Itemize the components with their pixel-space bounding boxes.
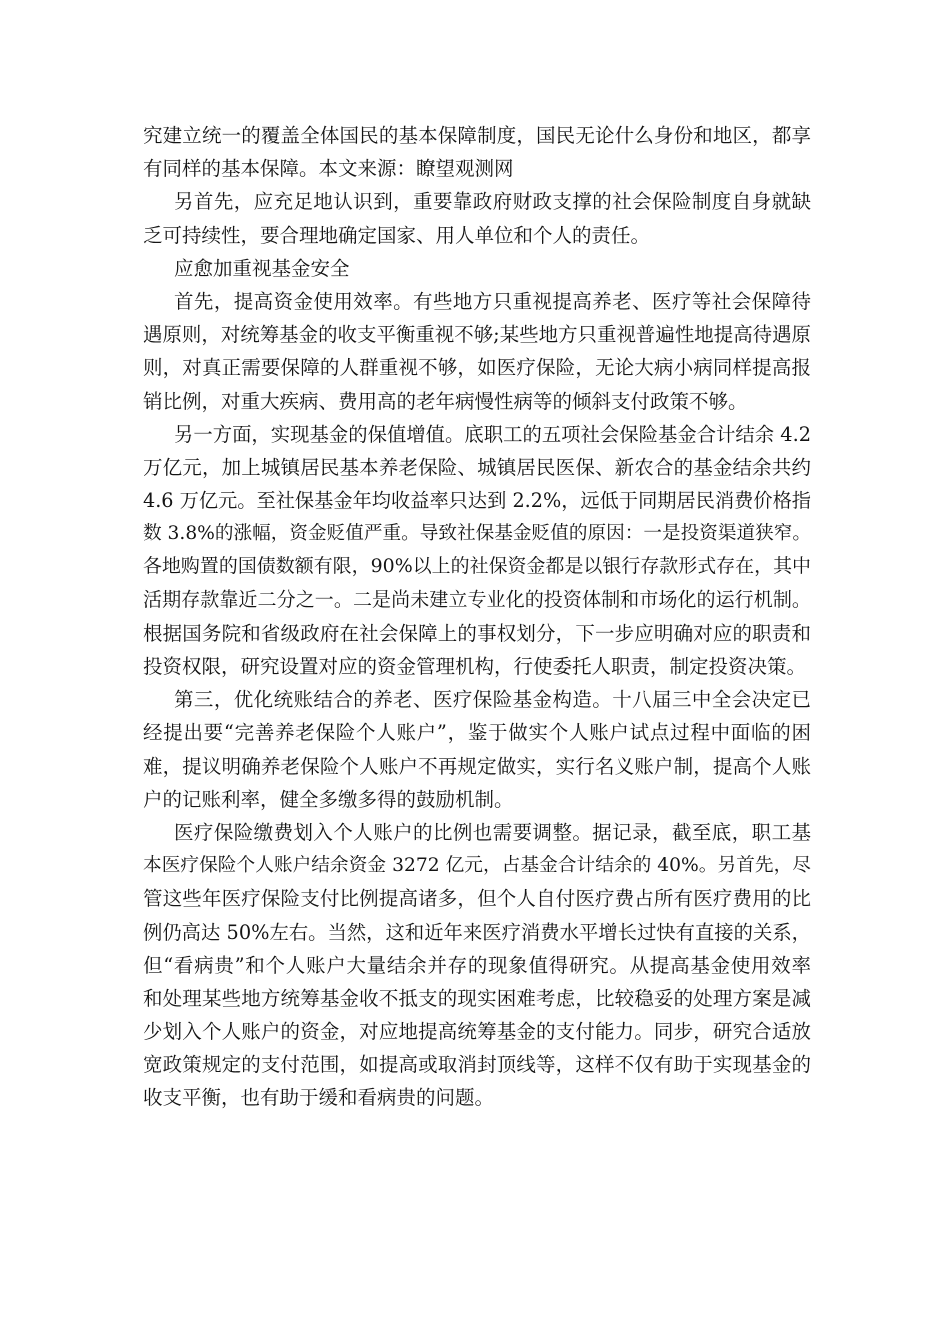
text-line: 各地购置的国债数额有限，90%以上的社保资金都是以银行存款形式存在，其中 [143, 555, 811, 578]
text-line: 例仍高达 50%左右。当然，这和近年来医疗消费水平增长过快有直接的关系， [143, 920, 811, 944]
paragraph-first-line: 另一方面，实现基金的保值增值。底职工的五项社会保险基金合计结余 4.2 [174, 422, 812, 446]
text-line: 投资权限，研究设置对应的资金管理机构，行使委托人职责，制定投资决策。 [143, 655, 807, 678]
document-body [143, 119, 811, 1115]
text-line: 根据国务院和省级政府在社会保障上的事权划分，下一步应明确对应的职责和 [143, 621, 811, 645]
text-line: 遇原则，对统筹基金的收支平衡重视不够;某些地方只重视普遍性地提高待遇原 [143, 323, 811, 347]
paragraph-first-line: 第三，优化统账结合的养老、医疗保险基金构造。十八届三中全会决定已 [174, 688, 811, 712]
text-line: 收支平衡，也有助于缓和看病贵的问题。 [143, 1086, 495, 1110]
text-line: 乏可持续性，要合理地确定国家、用人单位和个人的责任。 [143, 223, 651, 247]
text-line: 数 3.8%的涨幅，资金贬值严重。导致社保基金贬值的原因：一是投资渠道狭窄。 [143, 523, 811, 545]
text-line: 经提出要“完善养老保险个人账户”，鉴于做实个人账户试点过程中面临的困 [143, 721, 811, 745]
text-line: 难，提议明确养老保险个人账户不再规定做实，实行名义账户制，提高个人账 [143, 754, 811, 778]
paragraph-first-line: 首先，提高资金使用效率。有些地方只重视提高养老、医疗等社会保障待 [174, 289, 811, 313]
paragraph-first-line: 另首先，应充足地认识到，重要靠政府财政支撑的社会保险制度自身就缺 [174, 190, 811, 214]
text-line: 本医疗保险个人账户结余资金 3272 亿元，占基金合计结余的 40%。另首先，尽 [143, 855, 811, 877]
paragraph-first-line: 应愈加重视基金安全 [174, 256, 350, 280]
text-line: 活期存款靠近二分之一。二是尚未建立专业化的投资体制和市场化的运行机制。 [143, 588, 811, 611]
text-line: 有同样的基本保障。本文来源：瞭望观测网 [143, 157, 514, 181]
paragraph-first-line: 医疗保险缴费划入个人账户的比例也需要调整。据记录，截至底，职工基 [174, 820, 811, 844]
text-line: 和处理某些地方统筹基金收不抵支的现实困难考虑，比较稳妥的处理方案是减 [143, 986, 811, 1010]
text-line: 户的记账利率，健全多缴多得的鼓励机制。 [143, 787, 514, 811]
text-line: 管这些年医疗保险支付比例提高诸多，但个人自付医疗费占所有医疗费用的比 [143, 887, 811, 911]
text-line: 则，对真正需要保障的人群重视不够，如医疗保险，无论大病小病同样提高报 [143, 356, 811, 380]
text-line: 万亿元，加上城镇居民基本养老保险、城镇居民医保、新农合的基金结余共约 [143, 455, 811, 479]
text-line: 究建立统一的覆盖全体国民的基本保障制度，国民无论什么身份和地区，都享 [143, 124, 811, 147]
text-line: 但“看病贵”和个人账户大量结余并存的现象值得研究。从提高基金使用效率 [143, 953, 811, 977]
text-line: 4.6 万亿元。至社保基金年均收益率只达到 2.2%，远低于同期居民消费价格指 [143, 489, 811, 513]
text-line: 少划入个人账户的资金，对应地提高统筹基金的支付能力。同步，研究合适放 [143, 1020, 811, 1044]
text-line: 销比例，对重大疾病、费用高的老年病慢性病等的倾斜支付政策不够。 [143, 389, 748, 413]
text-line: 宽政策规定的支付范围，如提高或取消封顶线等，这样不仅有助于实现基金的 [143, 1053, 811, 1077]
